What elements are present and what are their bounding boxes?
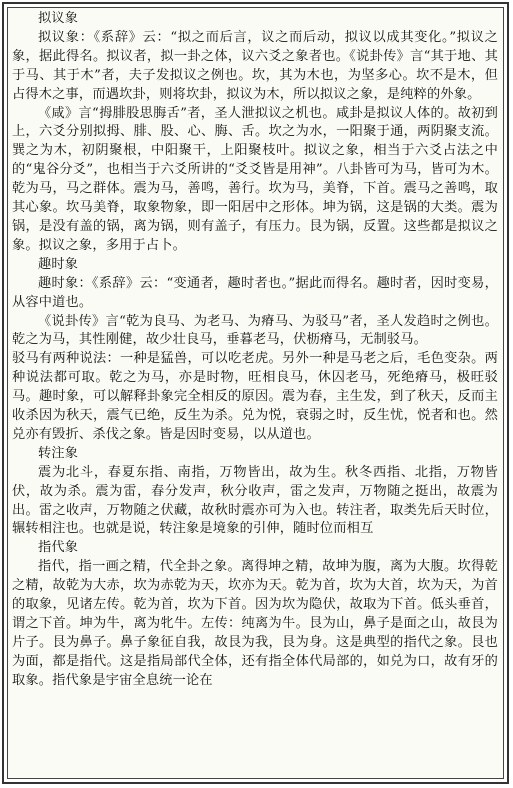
paragraph: 指代，指一画之精，代全卦之象。离得坤之精，故坤为腹，离为大腹。坎得乾之精，故乾为大赤，坎为赤乾为天，坎亦为天。乾为首，坎为大首，坎为天，为首的取象，见诸左传。乾为首，坎为下首。因为坎为隐伏，故取为下首。低头垂首，谓之下首。坤为牛，离为牝牛。左传：纯离为牛。艮为山，鼻子是面之山，故艮为片子。艮为鼻子。鼻子象征自我，故艮为我，艮为身。这是典型的指代之象。艮也为面，都是指代。这是指局部代全体，还有指全体代局部的，如兑为口，故有牙的取象。指代象是宇宙全息统一论在 [12, 559, 498, 688]
paragraph: 《说卦传》言“乾为良马、为老马、为瘠马、为驳马”者，圣人发趋时之例也。乾之为马，其性刚健，故少壮良马，垂暮老马，伏枥瘠马，无制驳马。 [12, 313, 498, 348]
section-heading: 指代象 [38, 540, 79, 556]
paragraph: 《咸》言“拇腓股思脢舌”者，圣人泄拟议之机也。咸卦是拟议人体的。故初到上，六爻分别拟拇、腓、股、心、脢、舌。坎之为水，一阳聚于通，两阴聚支流。巽之为木，初阴聚根，中阳聚干，上阳聚枝叶。拟议之象，相当于六爻占法之中的“鬼谷分爻”，也相当于六爻所讲的“爻爻皆是用神”。八卦皆可为马，皆可为木。乾为马，马之群体。震为马，善鸣，善行。坎为马，美脊，下首。震马之善鸣，取其心象。坎马美脊，取象物象，即一阳居中之形体。坤为锅，这是锅的大类。震为锅，是没有盖的锅，离为锅，则有盖子，有压力。艮为锅，反置。这些都是拟议之象。拟议之象，多用于占卜。 [12, 105, 498, 253]
section-heading: 转注象 [38, 445, 79, 461]
section-heading: 趣时象 [38, 256, 79, 272]
paragraph: 趣时象：《系辞》云：“变通者，趣时者也。”据此而得名。趣时者，因时变易，从容中道也。 [12, 275, 498, 310]
paragraph: 震为北斗，春夏东指、南指，万物皆出，故为生。秋冬西指、北指，万物皆伏，故为杀。震为雷，春分发声，秋分收声，雷之发声，万物随之挺出，故震为出。雷之收声，万物随之伏藏，故秋时震亦可为入也。转注者，取类先后天时位，辗转相注也。也就是说，转注象是境象的引伸，随时位而相互 [12, 464, 498, 537]
paragraph: 驳马有两种说法：一种是猛兽，可以吃老虎。另外一种是马老之后，毛色变杂。两种说法都可取。乾之为马，亦是时物，旺相良马，休囚老马，死绝瘠马，极旺驳马。趣时象，可以解释卦象完全相反的原因。震为春，主生发，到了秋天，反而主收杀因为秋天，震气已绝，反生为杀。兑为悦，衰弱之时，反生忧，悦者和也。然兑亦有毁折、杀伐之象。皆是因时变易，以从道也。 [12, 351, 498, 442]
document-page [12, 10, 498, 691]
section-heading: 拟议象 [38, 11, 79, 26]
paragraph: 拟议象：《系辞》云：“拟之而后言，议之而后动，拟议以成其变化。”拟议之象，据此得名。拟议者，拟一卦之体，议六爻之象者也。《说卦传》言“其于地、其于马、其于木”者，夫子发拟议之例也。坎，其为木也，为坚多心。坎不是木，但占得木之事，而遇坎卦，则将坎卦，拟议为木，所以拟议之象，是纯粹的外象。 [12, 29, 498, 102]
